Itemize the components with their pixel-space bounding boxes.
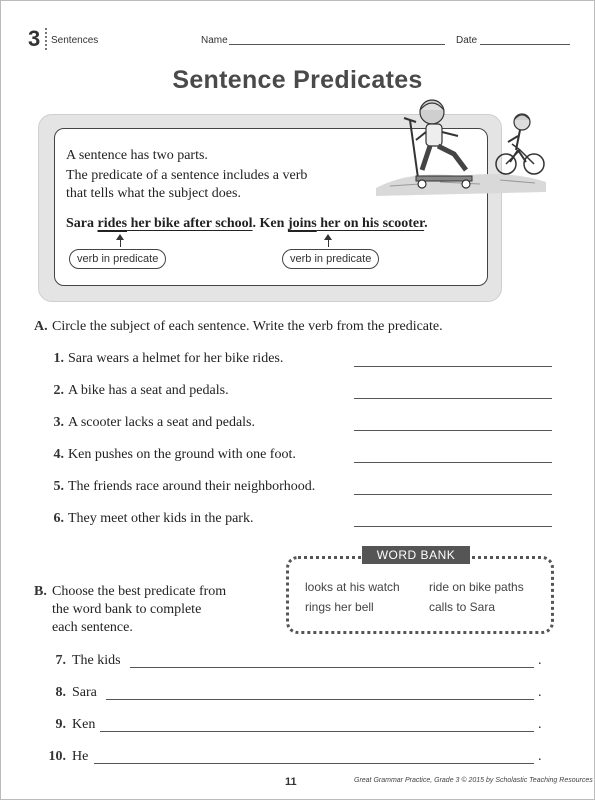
section-b-instructions-1: Choose the best predicate from — [52, 584, 227, 599]
item-number: 9. — [55, 717, 66, 732]
sentence-period: . — [538, 653, 542, 668]
word-bank-item: rings her bell — [305, 600, 374, 614]
sentence-period: . — [538, 749, 542, 764]
example-sentence — [66, 216, 428, 232]
info-line-3: that tells what the subject does. — [66, 186, 241, 201]
item-number: 7. — [55, 653, 66, 668]
name-label: Name — [201, 35, 228, 46]
girl-on-bike — [496, 114, 544, 174]
verb-tag: verb in predicate — [69, 249, 166, 269]
answer-line[interactable] — [94, 763, 534, 764]
item-number: 8. — [55, 685, 66, 700]
item-number: 6. — [53, 511, 64, 526]
item-stem: The kids — [72, 653, 121, 668]
date-label: Date — [456, 35, 478, 46]
answer-line[interactable] — [106, 699, 534, 700]
word-bank-item: looks at his watch — [305, 580, 400, 594]
item-sentence: They meet other kids in the park. — [68, 511, 254, 526]
section-b-instructions-2: the word bank to complete — [52, 602, 202, 617]
page-number: 11 — [285, 776, 297, 788]
example-part: . — [424, 216, 428, 231]
verb-tag: verb in predicate — [282, 249, 379, 269]
item-number: 2. — [53, 383, 64, 398]
item-number: 10. — [48, 749, 66, 764]
arrow-stem — [328, 239, 329, 247]
item-sentence: Sara wears a helmet for her bike rides. — [68, 351, 284, 366]
item-number: 4. — [53, 447, 64, 462]
item-sentence: The friends race around their neighborhood. — [68, 479, 316, 494]
section-b-letter: B. — [34, 584, 47, 599]
item-stem: Ken — [72, 717, 96, 732]
name-field[interactable] — [229, 44, 445, 45]
word-bank — [286, 556, 554, 634]
unit-number: 3 — [28, 26, 41, 51]
info-line-1: A sentence has two parts. — [66, 148, 208, 163]
page-title: Sentence Predicates — [172, 66, 423, 94]
kids-scooter-bike-illustration — [370, 92, 550, 200]
copyright-credit: Great Grammar Practice, Grade 3 © 2015 by Scholastic Teaching Resources — [354, 777, 593, 784]
sentence-period: . — [538, 685, 542, 700]
answer-line[interactable] — [354, 398, 552, 399]
item-sentence: A bike has a seat and pedals. — [68, 383, 229, 398]
word-bank-title: WORD BANK — [362, 546, 470, 564]
section-a-letter: A. — [34, 319, 48, 334]
section-b-instructions-3: each sentence. — [52, 620, 133, 635]
word-bank-item: calls to Sara — [429, 600, 496, 614]
item-sentence: Ken pushes on the ground with one foot. — [68, 447, 296, 462]
example-part: . Ken — [252, 216, 288, 231]
word-bank-item: ride on bike paths — [429, 580, 524, 594]
item-number: 5. — [53, 479, 64, 494]
item-stem: He — [72, 749, 89, 764]
unit-title: Sentences — [51, 35, 99, 46]
example-predicate-2: her on his scooter — [316, 216, 425, 231]
answer-line[interactable] — [354, 494, 552, 495]
item-stem: Sara — [72, 685, 97, 700]
example-verb-2: joins — [287, 216, 317, 231]
answer-line[interactable] — [354, 526, 552, 527]
item-sentence: A scooter lacks a seat and pedals. — [68, 415, 255, 430]
answer-line[interactable] — [354, 430, 552, 431]
item-number: 1. — [53, 351, 64, 366]
answer-line[interactable] — [354, 366, 552, 367]
section-a-instructions: Circle the subject of each sentence. Write the verb from the predicate. — [52, 319, 443, 334]
example-predicate-1: her bike after school — [127, 216, 253, 231]
answer-line[interactable] — [130, 667, 534, 668]
date-field[interactable] — [480, 44, 570, 45]
info-line-2: The predicate of a sentence includes a verb — [66, 168, 308, 183]
answer-line[interactable] — [100, 731, 534, 732]
unit-divider — [45, 28, 47, 50]
item-number: 3. — [53, 415, 64, 430]
answer-line[interactable] — [354, 462, 552, 463]
arrow-stem — [120, 239, 121, 247]
example-verb-1: rides — [97, 216, 128, 231]
example-part: Sara — [66, 216, 98, 231]
sentence-period: . — [538, 717, 542, 732]
